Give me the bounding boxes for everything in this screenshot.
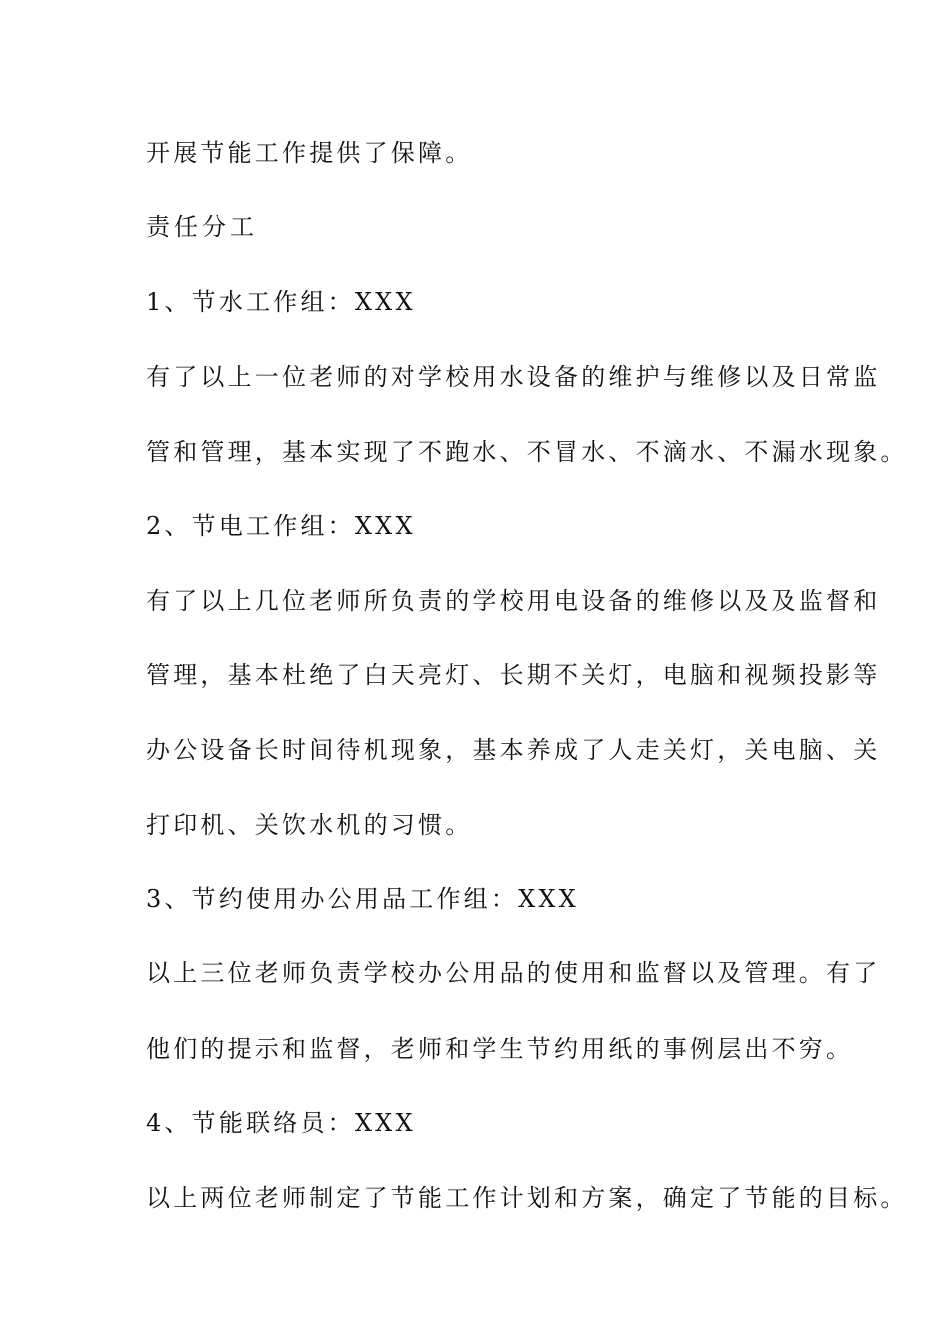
paragraph-line: 他们的提示和监督，老师和学生节约用纸的事例层出不穷。 — [146, 1035, 854, 1063]
group-heading-office-supplies: 3、节约使用办公用品工作组：XXX — [146, 885, 579, 913]
paragraph-line: 有了以上几位老师所负责的学校用电设备的维修以及及监督和 — [146, 587, 881, 615]
group-heading-liaison: 4、节能联络员：XXX — [146, 1109, 416, 1137]
paragraph-line: 开展节能工作提供了保障。 — [146, 139, 473, 167]
paragraph-line: 办公设备长时间待机现象，基本养成了人走关灯，关电脑、关 — [146, 736, 881, 764]
group-heading-water: 1、节水工作组：XXX — [146, 288, 416, 316]
section-heading: 责任分工 — [146, 213, 258, 241]
paragraph-line: 有了以上一位老师的对学校用水设备的维护与维修以及日常监 — [146, 363, 881, 391]
paragraph-line: 管理，基本杜绝了白天亮灯、长期不关灯，电脑和视频投影等 — [146, 661, 881, 689]
group-heading-electricity: 2、节电工作组：XXX — [146, 512, 416, 540]
paragraph-line: 以上三位老师负责学校办公用品的使用和监督以及管理。有了 — [146, 959, 881, 987]
paragraph-line: 以上两位老师制定了节能工作计划和方案，确定了节能的目标。 — [146, 1184, 908, 1212]
paragraph-line: 打印机、关饮水机的习惯。 — [146, 811, 473, 839]
paragraph-line: 管和管理，基本实现了不跑水、不冒水、不滴水、不漏水现象。 — [146, 438, 908, 466]
